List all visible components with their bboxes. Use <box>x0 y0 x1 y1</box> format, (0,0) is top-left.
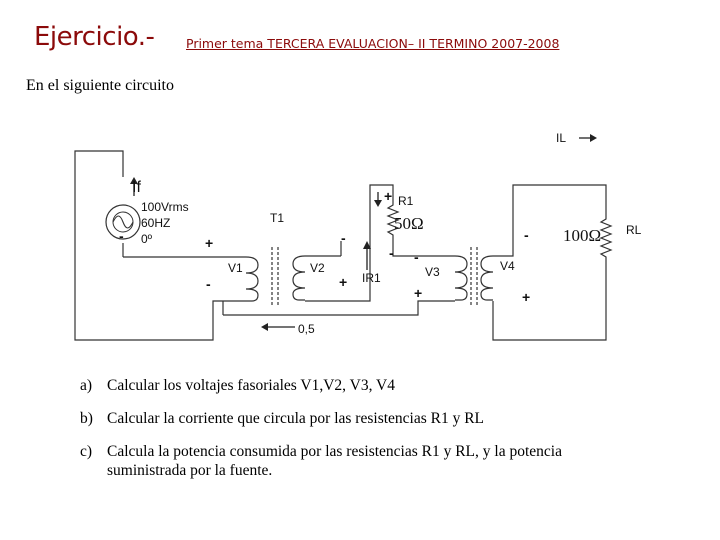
label-v3: V3 <box>425 265 440 279</box>
v3-minus: - <box>414 249 419 265</box>
question-item <box>80 442 640 480</box>
label-il: IL <box>556 131 567 145</box>
label-r1-value: 50Ω <box>394 214 424 233</box>
label-source-phase: 0º <box>141 232 153 246</box>
transformer-t1-icon <box>246 247 305 306</box>
v2-plus: + <box>339 274 348 290</box>
source-minus: - <box>119 228 124 244</box>
question-label: b) <box>80 410 93 427</box>
v3-plus: + <box>414 285 423 301</box>
question-label: c) <box>80 443 93 460</box>
v1-minus: - <box>206 276 211 292</box>
v4-plus: + <box>522 289 531 305</box>
intro-text: En el siguiente circuito <box>26 77 174 94</box>
r1-minus: - <box>389 245 394 261</box>
question-text: Calcular la corriente que circula por las resistencias R1 y RL <box>107 410 485 427</box>
label-bottom-current: 0,5 <box>298 322 315 336</box>
label-if: If <box>132 179 141 196</box>
label-v2: V2 <box>310 261 325 275</box>
question-list <box>80 376 640 494</box>
label-r1: R1 <box>398 194 414 208</box>
v4-minus: - <box>524 227 529 243</box>
transformer-t2-icon <box>455 247 493 306</box>
question-text: Calcular los voltajes fasoriales V1,V2, V3, V4 <box>107 377 395 394</box>
label-rl: RL <box>626 223 642 237</box>
label-v4: V4 <box>500 259 515 273</box>
exam-subtitle: Primer tema TERCERA EVALUACION– II TERMINO 2007-2008 <box>186 36 560 51</box>
v2-minus: - <box>341 230 346 246</box>
question-item <box>80 409 640 428</box>
r1-current-arrow-icon <box>374 192 382 207</box>
question-text: Calcula la potencia consumida por las resistencias R1 y RL, y la potencia suministrada por la fuente. <box>107 443 562 479</box>
resistor-rl-icon <box>601 215 611 262</box>
question-item <box>80 376 640 395</box>
question-label: a) <box>80 377 93 394</box>
v1-plus: + <box>205 235 214 251</box>
label-source-freq: 60HZ <box>141 216 171 230</box>
label-t1: T1 <box>270 211 285 225</box>
exercise-title: Ejercicio.- <box>34 22 155 52</box>
label-rl-value: 100Ω <box>563 226 602 245</box>
r1-plus: + <box>384 188 393 204</box>
il-arrow-icon <box>579 134 597 142</box>
label-v1: V1 <box>228 261 243 275</box>
label-ir1: IR1 <box>362 271 381 285</box>
label-source-voltage: 100Vrms <box>141 200 189 214</box>
bottom-current-arrow-icon <box>261 323 295 331</box>
